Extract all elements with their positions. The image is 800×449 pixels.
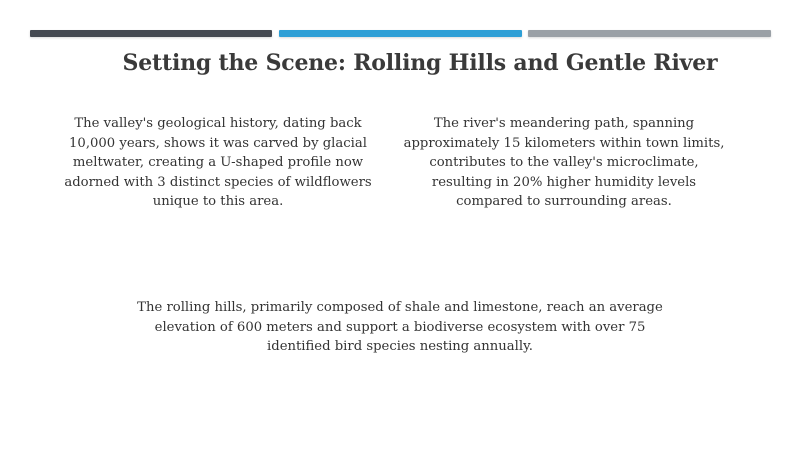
slide-title: Setting the Scene: Rolling Hills and Gentle River	[122, 50, 718, 76]
paragraph-river: The river's meandering path, spanning approximately 15 kilometers within town limits, contributes to the valley's microclimate, resulting in 20% higher humidity levels compared to surrounding areas.	[403, 116, 725, 209]
paragraph-hills: The rolling hills, primarily composed of shale and limestone, reach an average elevation of 600 meters and support a biodiverse ecosystem with over 75 identified bird species nesting annually.	[137, 300, 663, 354]
accent-bar-dark	[30, 30, 272, 37]
accent-bar-gray	[528, 30, 771, 37]
paragraph-geology: The valley's geological history, dating back 10,000 years, shows it was carved by glacial meltwater, creating a U-shaped profile now adorned with 3 distinct species of wildflowers unique to this area.	[64, 116, 372, 209]
accent-bar-blue	[279, 30, 522, 37]
